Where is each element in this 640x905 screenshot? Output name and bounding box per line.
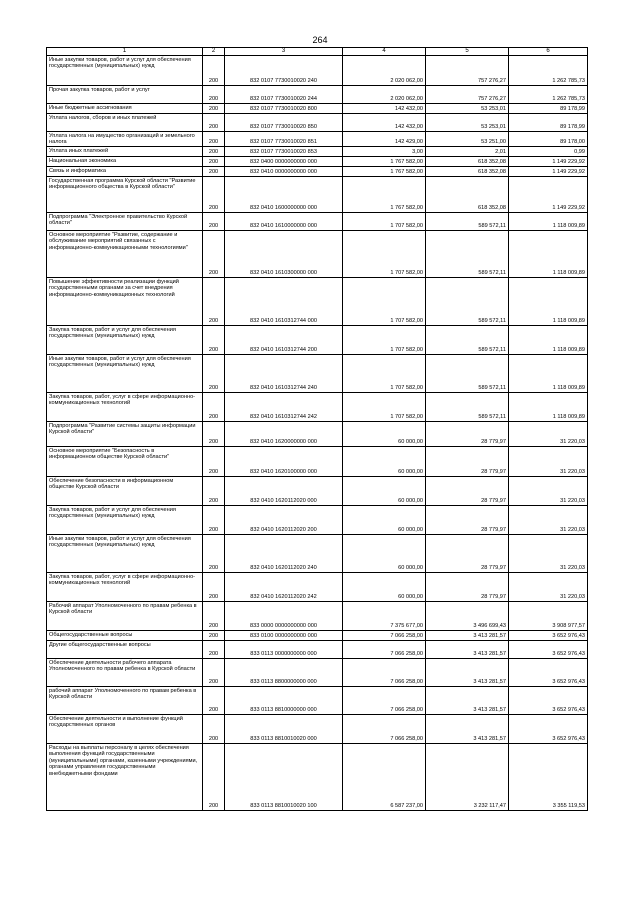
table-row	[47, 715, 588, 744]
row-name-cell: рабочий аппарат Уполномоченного по правам ребенка в Курской области	[47, 687, 203, 715]
budget-table	[46, 47, 588, 811]
header-col-2: 2	[203, 48, 225, 56]
row-remaining-value-cell: 31 220,03	[509, 573, 588, 602]
row-plan-value-cell: 7 066 258,00	[343, 687, 426, 715]
row-col2-cell: 200	[203, 114, 225, 132]
row-col2-cell: 200	[203, 213, 225, 231]
row-col2-cell: 200	[203, 132, 225, 147]
row-name-cell: Расходы на выплаты персоналу в целях обеспечения выполнения функций государственными (муниципальными) органами, казенными учреждениями, органами управления государственными внебюджетными фондами	[47, 744, 203, 811]
table-row	[47, 687, 588, 715]
row-code-cell: 832 0410 1610312744 242	[225, 393, 343, 422]
row-actual-value-cell: 28 779,97	[426, 506, 509, 535]
row-remaining-value-cell: 1 262 785,73	[509, 86, 588, 104]
row-plan-value-cell: 2 020 062,00	[343, 86, 426, 104]
row-code-cell: 832 0410 1610312744 000	[225, 278, 343, 326]
row-remaining-value-cell: 31 220,03	[509, 477, 588, 506]
table-row	[47, 631, 588, 641]
row-actual-value-cell: 53 253,01	[426, 104, 509, 114]
row-remaining-value-cell: 1 149 229,92	[509, 177, 588, 213]
row-actual-value-cell: 3 496 699,43	[426, 602, 509, 631]
row-code-cell: 832 0410 1620112020 242	[225, 573, 343, 602]
row-actual-value-cell: 618 352,08	[426, 167, 509, 177]
row-code-cell: 833 0113 8810010020 100	[225, 744, 343, 811]
row-col2-cell: 200	[203, 167, 225, 177]
table-row	[47, 422, 588, 447]
row-plan-value-cell: 7 375 677,00	[343, 602, 426, 631]
row-remaining-value-cell: 3 652 976,43	[509, 641, 588, 659]
row-actual-value-cell: 3 413 281,57	[426, 641, 509, 659]
row-plan-value-cell: 1 767 582,00	[343, 157, 426, 167]
row-col2-cell: 200	[203, 147, 225, 157]
row-name-cell: Общегосударственные вопросы	[47, 631, 203, 641]
row-code-cell: 833 0113 8810010020 000	[225, 715, 343, 744]
row-code-cell: 832 0107 7730010020 244	[225, 86, 343, 104]
row-actual-value-cell: 3 413 281,57	[426, 631, 509, 641]
header-row	[47, 48, 588, 56]
row-plan-value-cell: 1 707 582,00	[343, 278, 426, 326]
row-actual-value-cell: 589 572,11	[426, 393, 509, 422]
row-code-cell: 832 0410 1610300000 000	[225, 231, 343, 278]
row-name-cell: Иные бюджетные ассигнования	[47, 104, 203, 114]
row-plan-value-cell: 60 000,00	[343, 422, 426, 447]
row-code-cell: 833 0113 0000000000 000	[225, 641, 343, 659]
row-code-cell: 832 0410 1610000000 000	[225, 213, 343, 231]
row-actual-value-cell: 3 413 281,57	[426, 687, 509, 715]
row-plan-value-cell: 3,00	[343, 147, 426, 157]
table-row	[47, 147, 588, 157]
row-col2-cell: 200	[203, 56, 225, 86]
table-row	[47, 177, 588, 213]
row-actual-value-cell: 618 352,08	[426, 157, 509, 167]
row-name-cell: Иные закупки товаров, работ и услуг для обеспечения государственных (муниципальных) нужд	[47, 56, 203, 86]
row-col2-cell: 200	[203, 355, 225, 393]
row-code-cell: 832 0410 0000000000 000	[225, 167, 343, 177]
row-remaining-value-cell: 89 178,99	[509, 114, 588, 132]
row-code-cell: 832 0410 1620112020 200	[225, 506, 343, 535]
row-name-cell: Подпрограмма "Электронное правительство Курской области"	[47, 213, 203, 231]
row-plan-value-cell: 1 707 582,00	[343, 326, 426, 355]
table-row	[47, 104, 588, 114]
row-col2-cell: 200	[203, 573, 225, 602]
row-code-cell: 833 0113 8800000000 000	[225, 659, 343, 687]
row-plan-value-cell: 7 066 258,00	[343, 715, 426, 744]
row-actual-value-cell: 589 572,11	[426, 213, 509, 231]
table-row	[47, 393, 588, 422]
row-name-cell: Основное мероприятие "Развитие, содержание и обслуживание мероприятий связанных с информационно-коммуникационными технологиями"	[47, 231, 203, 278]
table-row	[47, 506, 588, 535]
row-code-cell: 832 0410 1620112020 000	[225, 477, 343, 506]
header-col-3: 3	[225, 48, 343, 56]
row-remaining-value-cell: 1 118 009,89	[509, 326, 588, 355]
row-plan-value-cell: 142 429,00	[343, 132, 426, 147]
row-col2-cell: 200	[203, 744, 225, 811]
row-name-cell: Прочая закупка товаров, работ и услуг	[47, 86, 203, 104]
table-row	[47, 231, 588, 278]
row-col2-cell: 200	[203, 86, 225, 104]
row-name-cell: Иные закупки товаров, работ и услуг для обеспечения государственных (муниципальных) нужд	[47, 355, 203, 393]
row-col2-cell: 200	[203, 393, 225, 422]
table-row	[47, 355, 588, 393]
row-col2-cell: 200	[203, 506, 225, 535]
row-plan-value-cell: 142 432,00	[343, 104, 426, 114]
row-plan-value-cell: 60 000,00	[343, 535, 426, 573]
row-col2-cell: 200	[203, 641, 225, 659]
header-col-4: 4	[343, 48, 426, 56]
row-name-cell: Уплата иных платежей	[47, 147, 203, 157]
row-code-cell: 832 0107 7730010020 853	[225, 147, 343, 157]
row-remaining-value-cell: 1 149 229,92	[509, 167, 588, 177]
row-remaining-value-cell: 1 118 009,89	[509, 213, 588, 231]
table-row	[47, 157, 588, 167]
table-row	[47, 56, 588, 86]
row-code-cell: 832 0107 7730010020 851	[225, 132, 343, 147]
row-col2-cell: 200	[203, 177, 225, 213]
row-actual-value-cell: 589 572,11	[426, 231, 509, 278]
table-row	[47, 477, 588, 506]
row-col2-cell: 200	[203, 447, 225, 477]
table-row	[47, 114, 588, 132]
row-remaining-value-cell: 3 355 119,53	[509, 744, 588, 811]
row-plan-value-cell: 1 707 582,00	[343, 231, 426, 278]
table-row	[47, 86, 588, 104]
row-col2-cell: 200	[203, 602, 225, 631]
table-row	[47, 326, 588, 355]
row-code-cell: 833 0100 0000000000 000	[225, 631, 343, 641]
row-code-cell: 832 0410 1620100000 000	[225, 447, 343, 477]
row-col2-cell: 200	[203, 326, 225, 355]
row-actual-value-cell: 757 276,27	[426, 56, 509, 86]
row-plan-value-cell: 1 767 582,00	[343, 167, 426, 177]
row-plan-value-cell: 7 066 258,00	[343, 659, 426, 687]
table-row	[47, 659, 588, 687]
row-name-cell: Обеспечение безопасности в информационном обществе Курской области	[47, 477, 203, 506]
table-row	[47, 213, 588, 231]
row-plan-value-cell: 1 707 582,00	[343, 213, 426, 231]
row-remaining-value-cell: 3 652 976,43	[509, 687, 588, 715]
row-remaining-value-cell: 3 652 976,43	[509, 659, 588, 687]
row-col2-cell: 200	[203, 157, 225, 167]
row-actual-value-cell: 28 779,97	[426, 422, 509, 447]
row-plan-value-cell: 60 000,00	[343, 477, 426, 506]
row-name-cell: Закупка товаров, работ, услуг в сфере информационно-коммуникационных технологий	[47, 573, 203, 602]
row-remaining-value-cell: 0,99	[509, 147, 588, 157]
row-remaining-value-cell: 31 220,03	[509, 506, 588, 535]
row-name-cell: Закупка товаров, работ, услуг в сфере информационно-коммуникационных технологий	[47, 393, 203, 422]
row-actual-value-cell: 2,01	[426, 147, 509, 157]
table-row	[47, 602, 588, 631]
row-plan-value-cell: 6 587 237,00	[343, 744, 426, 811]
row-name-cell: Подпрограмма "Развитие системы защиты информации Курской области"	[47, 422, 203, 447]
row-code-cell: 832 0410 1610312744 240	[225, 355, 343, 393]
header-col-5: 5	[426, 48, 509, 56]
row-remaining-value-cell: 3 908 977,57	[509, 602, 588, 631]
row-actual-value-cell: 3 413 281,57	[426, 659, 509, 687]
row-name-cell: Основное мероприятие "Безопасность в информационном обществе Курской области"	[47, 447, 203, 477]
table-row	[47, 573, 588, 602]
row-remaining-value-cell: 1 262 785,73	[509, 56, 588, 86]
row-col2-cell: 200	[203, 422, 225, 447]
table-body	[47, 56, 588, 811]
row-remaining-value-cell: 1 118 009,89	[509, 231, 588, 278]
row-name-cell: Закупка товаров, работ и услуг для обеспечения государственных (муниципальных) нужд	[47, 506, 203, 535]
row-actual-value-cell: 3 232 117,47	[426, 744, 509, 811]
row-plan-value-cell: 60 000,00	[343, 573, 426, 602]
row-col2-cell: 200	[203, 659, 225, 687]
row-plan-value-cell: 142 432,00	[343, 114, 426, 132]
row-plan-value-cell: 7 066 258,00	[343, 631, 426, 641]
header-col-6: 6	[509, 48, 588, 56]
row-name-cell: Связь и информатика	[47, 167, 203, 177]
row-remaining-value-cell: 1 149 229,92	[509, 157, 588, 167]
row-code-cell: 832 0410 1610312744 200	[225, 326, 343, 355]
row-plan-value-cell: 2 020 062,00	[343, 56, 426, 86]
row-name-cell: Рабочий аппарат Уполномоченного по правам ребенка в Курской области	[47, 602, 203, 631]
row-name-cell: Обеспечение деятельности и выполнение функций государственных органов	[47, 715, 203, 744]
row-actual-value-cell: 28 779,97	[426, 535, 509, 573]
row-actual-value-cell: 589 572,11	[426, 355, 509, 393]
row-actual-value-cell: 618 352,08	[426, 177, 509, 213]
row-actual-value-cell: 757 276,27	[426, 86, 509, 104]
row-name-cell: Обеспечение деятельности рабочего аппарата Уполномоченного по правам ребенка в Курской области	[47, 659, 203, 687]
row-remaining-value-cell: 89 178,00	[509, 132, 588, 147]
table-row	[47, 278, 588, 326]
row-col2-cell: 200	[203, 631, 225, 641]
row-name-cell: Уплата налогов, сборов и иных платежей	[47, 114, 203, 132]
row-code-cell: 832 0410 1600000000 000	[225, 177, 343, 213]
row-code-cell: 832 0410 1620112020 240	[225, 535, 343, 573]
row-name-cell: Государственная программа Курской области "Развитие информационного общества в Курской области"	[47, 177, 203, 213]
row-code-cell: 832 0107 7730010020 800	[225, 104, 343, 114]
table-row	[47, 167, 588, 177]
row-plan-value-cell: 1 767 582,00	[343, 177, 426, 213]
row-actual-value-cell: 589 572,11	[426, 278, 509, 326]
table-row	[47, 535, 588, 573]
row-plan-value-cell: 7 066 258,00	[343, 641, 426, 659]
row-actual-value-cell: 28 779,97	[426, 447, 509, 477]
row-col2-cell: 200	[203, 477, 225, 506]
row-remaining-value-cell: 31 220,03	[509, 422, 588, 447]
row-code-cell: 833 0000 0000000000 000	[225, 602, 343, 631]
row-plan-value-cell: 1 707 582,00	[343, 355, 426, 393]
row-name-cell: Уплата налога на имущество организаций и земельного налога	[47, 132, 203, 147]
row-code-cell: 832 0400 0000000000 000	[225, 157, 343, 167]
table-row	[47, 744, 588, 811]
row-name-cell: Национальная экономика	[47, 157, 203, 167]
row-remaining-value-cell: 1 118 009,89	[509, 278, 588, 326]
row-actual-value-cell: 53 251,00	[426, 132, 509, 147]
header-col-1: 1	[47, 48, 203, 56]
row-name-cell: Повышение эффективности реализации функций государственными органами за счет внедрения информационно-коммуникационных технологий	[47, 278, 203, 326]
row-remaining-value-cell: 3 652 976,43	[509, 715, 588, 744]
row-remaining-value-cell: 3 652 976,43	[509, 631, 588, 641]
row-code-cell: 832 0107 7730010020 240	[225, 56, 343, 86]
row-actual-value-cell: 3 413 281,57	[426, 715, 509, 744]
row-plan-value-cell: 60 000,00	[343, 447, 426, 477]
row-actual-value-cell: 53 253,01	[426, 114, 509, 132]
row-col2-cell: 200	[203, 535, 225, 573]
table-row	[47, 447, 588, 477]
row-remaining-value-cell: 1 118 009,89	[509, 355, 588, 393]
row-col2-cell: 200	[203, 104, 225, 114]
row-name-cell: Другие общегосударственные вопросы	[47, 641, 203, 659]
row-remaining-value-cell: 89 178,99	[509, 104, 588, 114]
row-col2-cell: 200	[203, 231, 225, 278]
row-actual-value-cell: 28 779,97	[426, 477, 509, 506]
row-plan-value-cell: 1 707 582,00	[343, 393, 426, 422]
row-name-cell: Закупка товаров, работ и услуг для обеспечения государственных (муниципальных) нужд	[47, 326, 203, 355]
row-code-cell: 832 0107 7730010020 850	[225, 114, 343, 132]
row-col2-cell: 200	[203, 278, 225, 326]
table-row	[47, 132, 588, 147]
page-number: 264	[312, 35, 328, 45]
table-row	[47, 641, 588, 659]
row-remaining-value-cell: 31 220,03	[509, 535, 588, 573]
row-code-cell: 832 0410 1620000000 000	[225, 422, 343, 447]
row-actual-value-cell: 589 572,11	[426, 326, 509, 355]
row-col2-cell: 200	[203, 715, 225, 744]
row-remaining-value-cell: 1 118 009,89	[509, 393, 588, 422]
row-remaining-value-cell: 31 220,03	[509, 447, 588, 477]
row-actual-value-cell: 28 779,97	[426, 573, 509, 602]
row-name-cell: Иные закупки товаров, работ и услуг для обеспечения государственных (муниципальных) нужд	[47, 535, 203, 573]
row-code-cell: 833 0113 8810000000 000	[225, 687, 343, 715]
row-col2-cell: 200	[203, 687, 225, 715]
row-plan-value-cell: 60 000,00	[343, 506, 426, 535]
